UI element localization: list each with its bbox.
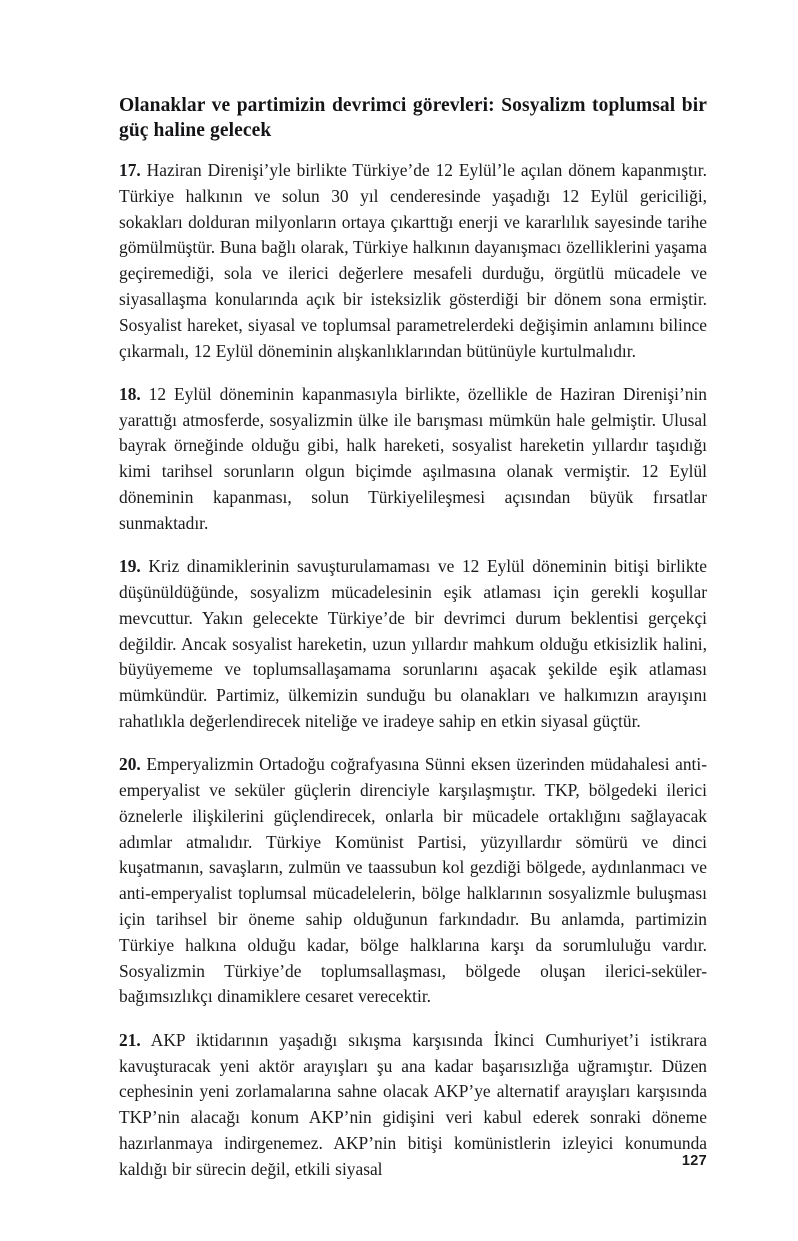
paragraph-number-21: 21.	[119, 1029, 141, 1050]
section-heading: Olanaklar ve partimizin devrimci görevleri: Sosyalizm toplumsal bir güç haline gelecek	[119, 95, 707, 141]
paragraph-text-18: 12 Eylül döneminin kapanmasıyla birlikte, özellikle de Haziran Direnişi’nin yarattığı atmosferde, sosyalizmin ülke ile barışması mümkün hale gelmiştir. Ulusal bayrak örneğinde olduğu gibi, halk hareketi, sosyalist hareketin yıllardır taşıdığı kimi tarihsel sorunların olgun biçimde aşılmasına olanak vermiştir. 12 Eylül döneminin kapanması, solun Türkiyelileşmesi açısından büyük fırsatlar sunmaktadır.	[119, 383, 707, 533]
paragraph-number-18: 18.	[119, 383, 141, 404]
paragraph-18	[119, 382, 707, 537]
page-content-column	[119, 94, 707, 1182]
page-number: 127	[681, 1153, 707, 1169]
paragraph-text-21: AKP iktidarının yaşadığı sıkışma karşısında İkinci Cumhuriyet’i istikrara kavuşturacak yeni aktör arayışları şu ana kadar başarısızlığa uğramıştır. Düzen cephesinin yeni zorlamalarına sahne olacak AKP’ye alternatif arayışları karşısında TKP’nin alacağı konum AKP’nin gidişini veri kabul ederek sonraki döneme hazırlanmaya indirgenemez. AKP’nin bitişi komünistlerin izleyici konumunda kaldığı bir sürecin değil, etkili siyasal	[119, 1029, 707, 1179]
paragraph-text-19: Kriz dinamiklerinin savuşturulamaması ve 12 Eylül döneminin bitişi birlikte düşünüldüğünde, sosyalizm mücadelesinin eşik atlaması için gerekli koşullar mevcuttur. Yakın gelecekte Türkiye’de bir devrimci durum beklentisi gerçekçi değildir. Ancak sosyalist hareketin, uzun yıllardır mahkum olduğu etkisizlik halini, büyüyememe ve toplumsallaşamama sorunlarını aşacak şekilde eşik atlaması mümkündür. Partimiz, ülkemizin sunduğu bu olanakları ve halkımızın arayışını rahatlıkla değerlendirecek niteliğe ve iradeye sahip en etkin siyasal güçtür.	[119, 556, 707, 731]
paragraph-text-17: Haziran Direnişi’yle birlikte Türkiye’de 12 Eylül’le açılan dönem kapanmıştır. Türkiye halkının ve solun 30 yıl cenderesinde yaşadığı 12 Eylül gericiliği, sokakları dolduran milyonların ortaya çıkarttığı enerji ve kararlılık sayesinde tarihe gömülmüştür. Buna bağlı olarak, Türkiye halkının dayanışmacı özelliklerini yaşama geçiremediği, sola ve ilerici değerlere mesafeli durduğu, örgütlü mücadele ve siyasallaşma konularında açık bir isteksizlik gösterdiği bir dönem sona ermiştir. Sosyalist hareket, siyasal ve toplumsal parametrelerdeki değişimin anlamını bilince çıkarmalı, 12 Eylül döneminin alışkanlıklarından bütünüyle kurtulmalıdır.	[119, 160, 707, 361]
paragraph-19	[119, 554, 707, 735]
paragraph-17	[119, 158, 707, 364]
paragraph-text-20: Emperyalizmin Ortadoğu coğrafyasına Sünni eksen üzerinden müdahalesi anti-emperyalist ve seküler güçlerin direnciyle karşılaşmıştır. TKP, bölgedeki ilerici öznelerle ilişkilerini güçlendirecek, onlarla bir mücadele ortaklığını sağlayacak adımlar atmalıdır. Türkiye Komünist Partisi, yüzyıllardır sömürü ve dinci kuşatmanın, savaşların, zulmün ve taassubun kol gezdiği bölgede, aydınlanmacı ve anti-emperyalist toplumsal mücadelelerin, bölge halklarının sosyalizmle buluşması için tarihsel bir öneme sahip olduğunun farkındadır. Bu anlamda, partimizin Türkiye halkına olduğu kadar, bölge halklarına karşı da sorumluluğu vardır. Sosyalizmin Türkiye’de toplumsallaşması, bölgede oluşan ilerici-seküler-bağımsızlıkçı dinamiklere cesaret verecektir.	[119, 754, 707, 1007]
paragraph-20	[119, 752, 707, 1010]
paragraph-number-20: 20.	[119, 754, 141, 775]
paragraph-number-19: 19.	[119, 556, 141, 577]
paragraph-number-17: 17.	[119, 160, 141, 180]
